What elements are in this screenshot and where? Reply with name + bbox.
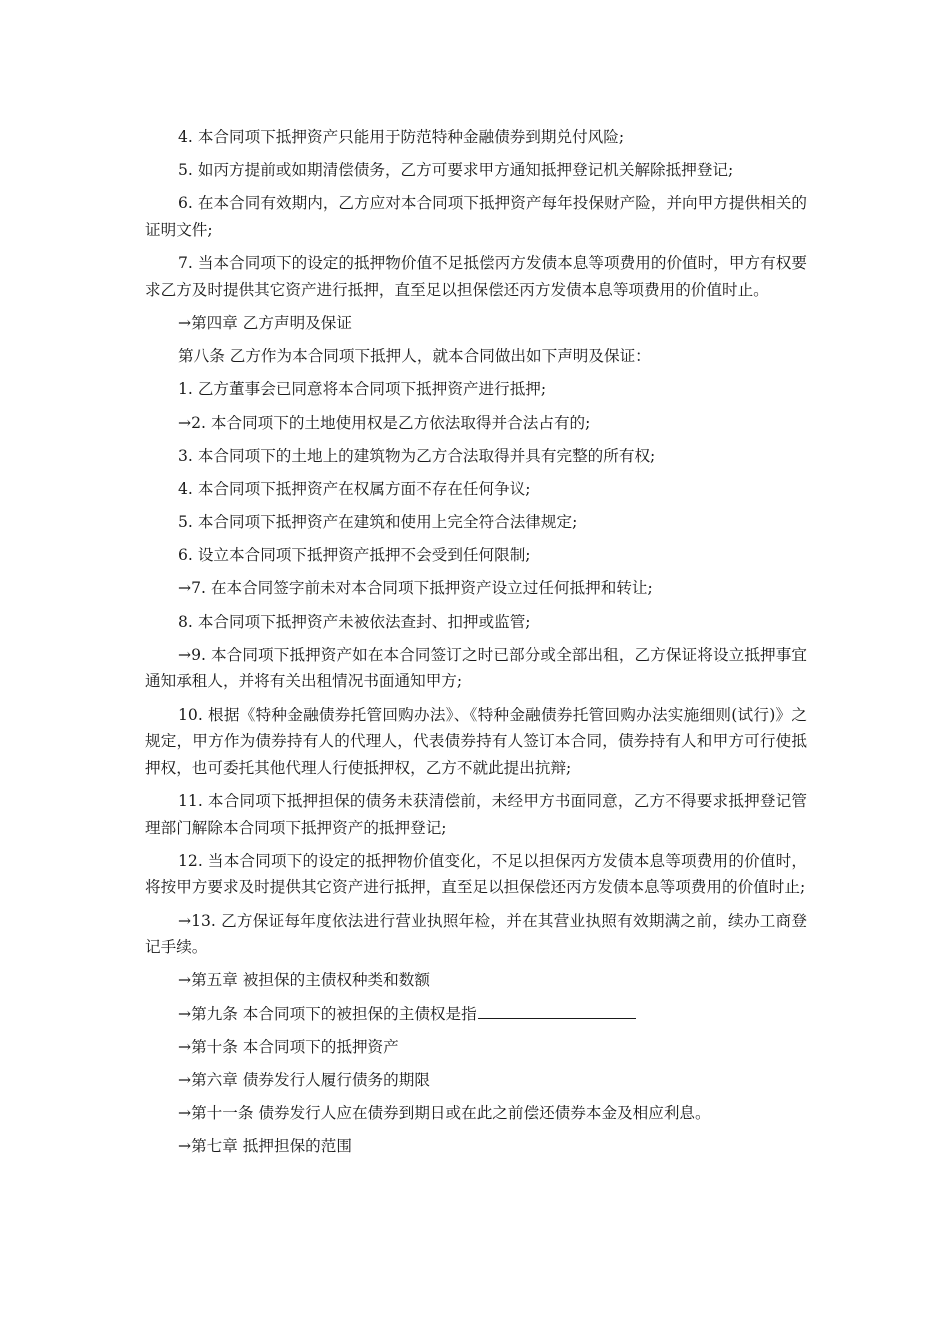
warranty-9: →9. 本合同项下抵押资产如在本合同签订之时已部分或全部出租，乙方保证将设立抵押事宜通知承租人，并将有关出租情况书面通知甲方; xyxy=(145,645,807,691)
warranty-7: →7. 在本合同签字前未对本合同项下抵押资产设立过任何抵押和转让; xyxy=(178,579,653,598)
fill-in-blank-line xyxy=(478,1001,636,1019)
clause-7: 7. 当本合同项下的设定的抵押物价值不足抵偿丙方发债本息等项费用的价值时，甲方有权要求乙方及时提供其它资产进行抵押，直至足以担保偿还丙方发债本息等项费用的价值时止。 xyxy=(145,254,807,299)
article-9 xyxy=(145,1001,807,1028)
article-10: →第十条 本合同项下的抵押资产 xyxy=(178,1037,399,1056)
article-8-heading: 第八条 乙方作为本合同项下抵押人，就本合同做出如下声明及保证： xyxy=(178,347,651,366)
chapter-4-heading: →第四章 乙方声明及保证 xyxy=(178,313,352,332)
chapter-5-heading: →第五章 被担保的主债权种类和数额 xyxy=(178,971,430,990)
warranty-6: 6. 设立本合同项下抵押资产抵押不会受到任何限制; xyxy=(178,546,531,565)
warranty-12: 12. 当本合同项下的设定的抵押物价值变化，不足以担保丙方发债本息等项费用的价值时，将按甲方要求及时提供其它资产进行抵押，直至足以担保偿还丙方发债本息等项费用的价值时止; xyxy=(145,851,807,897)
warranty-11: 11. 本合同项下抵押担保的债务未获清偿前，未经甲方书面同意，乙方不得要求抵押登记管理部门解除本合同项下抵押资产的抵押登记; xyxy=(145,791,807,837)
clause-5: 5. 如丙方提前或如期清偿债务，乙方可要求甲方通知抵押登记机关解除抵押登记; xyxy=(178,161,734,180)
chapter-6-heading: →第六章 债券发行人履行债务的期限 xyxy=(178,1070,430,1089)
warranty-2: →2. 本合同项下的土地使用权是乙方依法取得并合法占有的; xyxy=(178,413,591,432)
clause-4: 4. 本合同项下抵押资产只能用于防范特种金融债券到期兑付风险; xyxy=(178,128,625,146)
warranty-13: →13. 乙方保证每年度依法进行营业执照年检，并在其营业执照有效期满之前，续办工商登记手续。 xyxy=(145,911,807,957)
warranty-5: 5. 本合同项下抵押资产在建筑和使用上完全符合法律规定; xyxy=(178,513,578,532)
article-9-text: →第九条 本合同项下的被担保的主债权是指 xyxy=(178,1004,477,1023)
document-body xyxy=(145,124,807,1166)
chapter-7-heading: →第七章 抵押担保的范围 xyxy=(178,1137,352,1156)
warranty-4: 4. 本合同项下抵押资产在权属方面不存在任何争议; xyxy=(178,479,531,498)
warranty-3: 3. 本合同项下的土地上的建筑物为乙方合法取得并具有完整的所有权; xyxy=(178,446,656,465)
warranty-1: 1. 乙方董事会已同意将本合同项下抵押资产进行抵押; xyxy=(178,380,547,399)
article-11: →第十一条 债券发行人应在债券到期日或在此之前偿还债券本金及相应利息。 xyxy=(178,1104,711,1123)
clause-6: 6. 在本合同有效期内，乙方应对本合同项下抵押资产每年投保财产险，并向甲方提供相关的证明文件; xyxy=(145,194,807,239)
warranty-10: 10. 根据《特种金融债券托管回购办法》、《特种金融债券托管回购办法实施细则(试行)》之规定，甲方作为债券持有人的代理人，代表债券持有人签订本合同，债券持有人和甲方可行使抵押权，也可委托其他代理人行使抵押权，乙方不就此提出抗辩; xyxy=(145,705,807,777)
warranty-8: 8. 本合同项下抵押资产未被依法查封、扣押或监管; xyxy=(178,612,531,631)
